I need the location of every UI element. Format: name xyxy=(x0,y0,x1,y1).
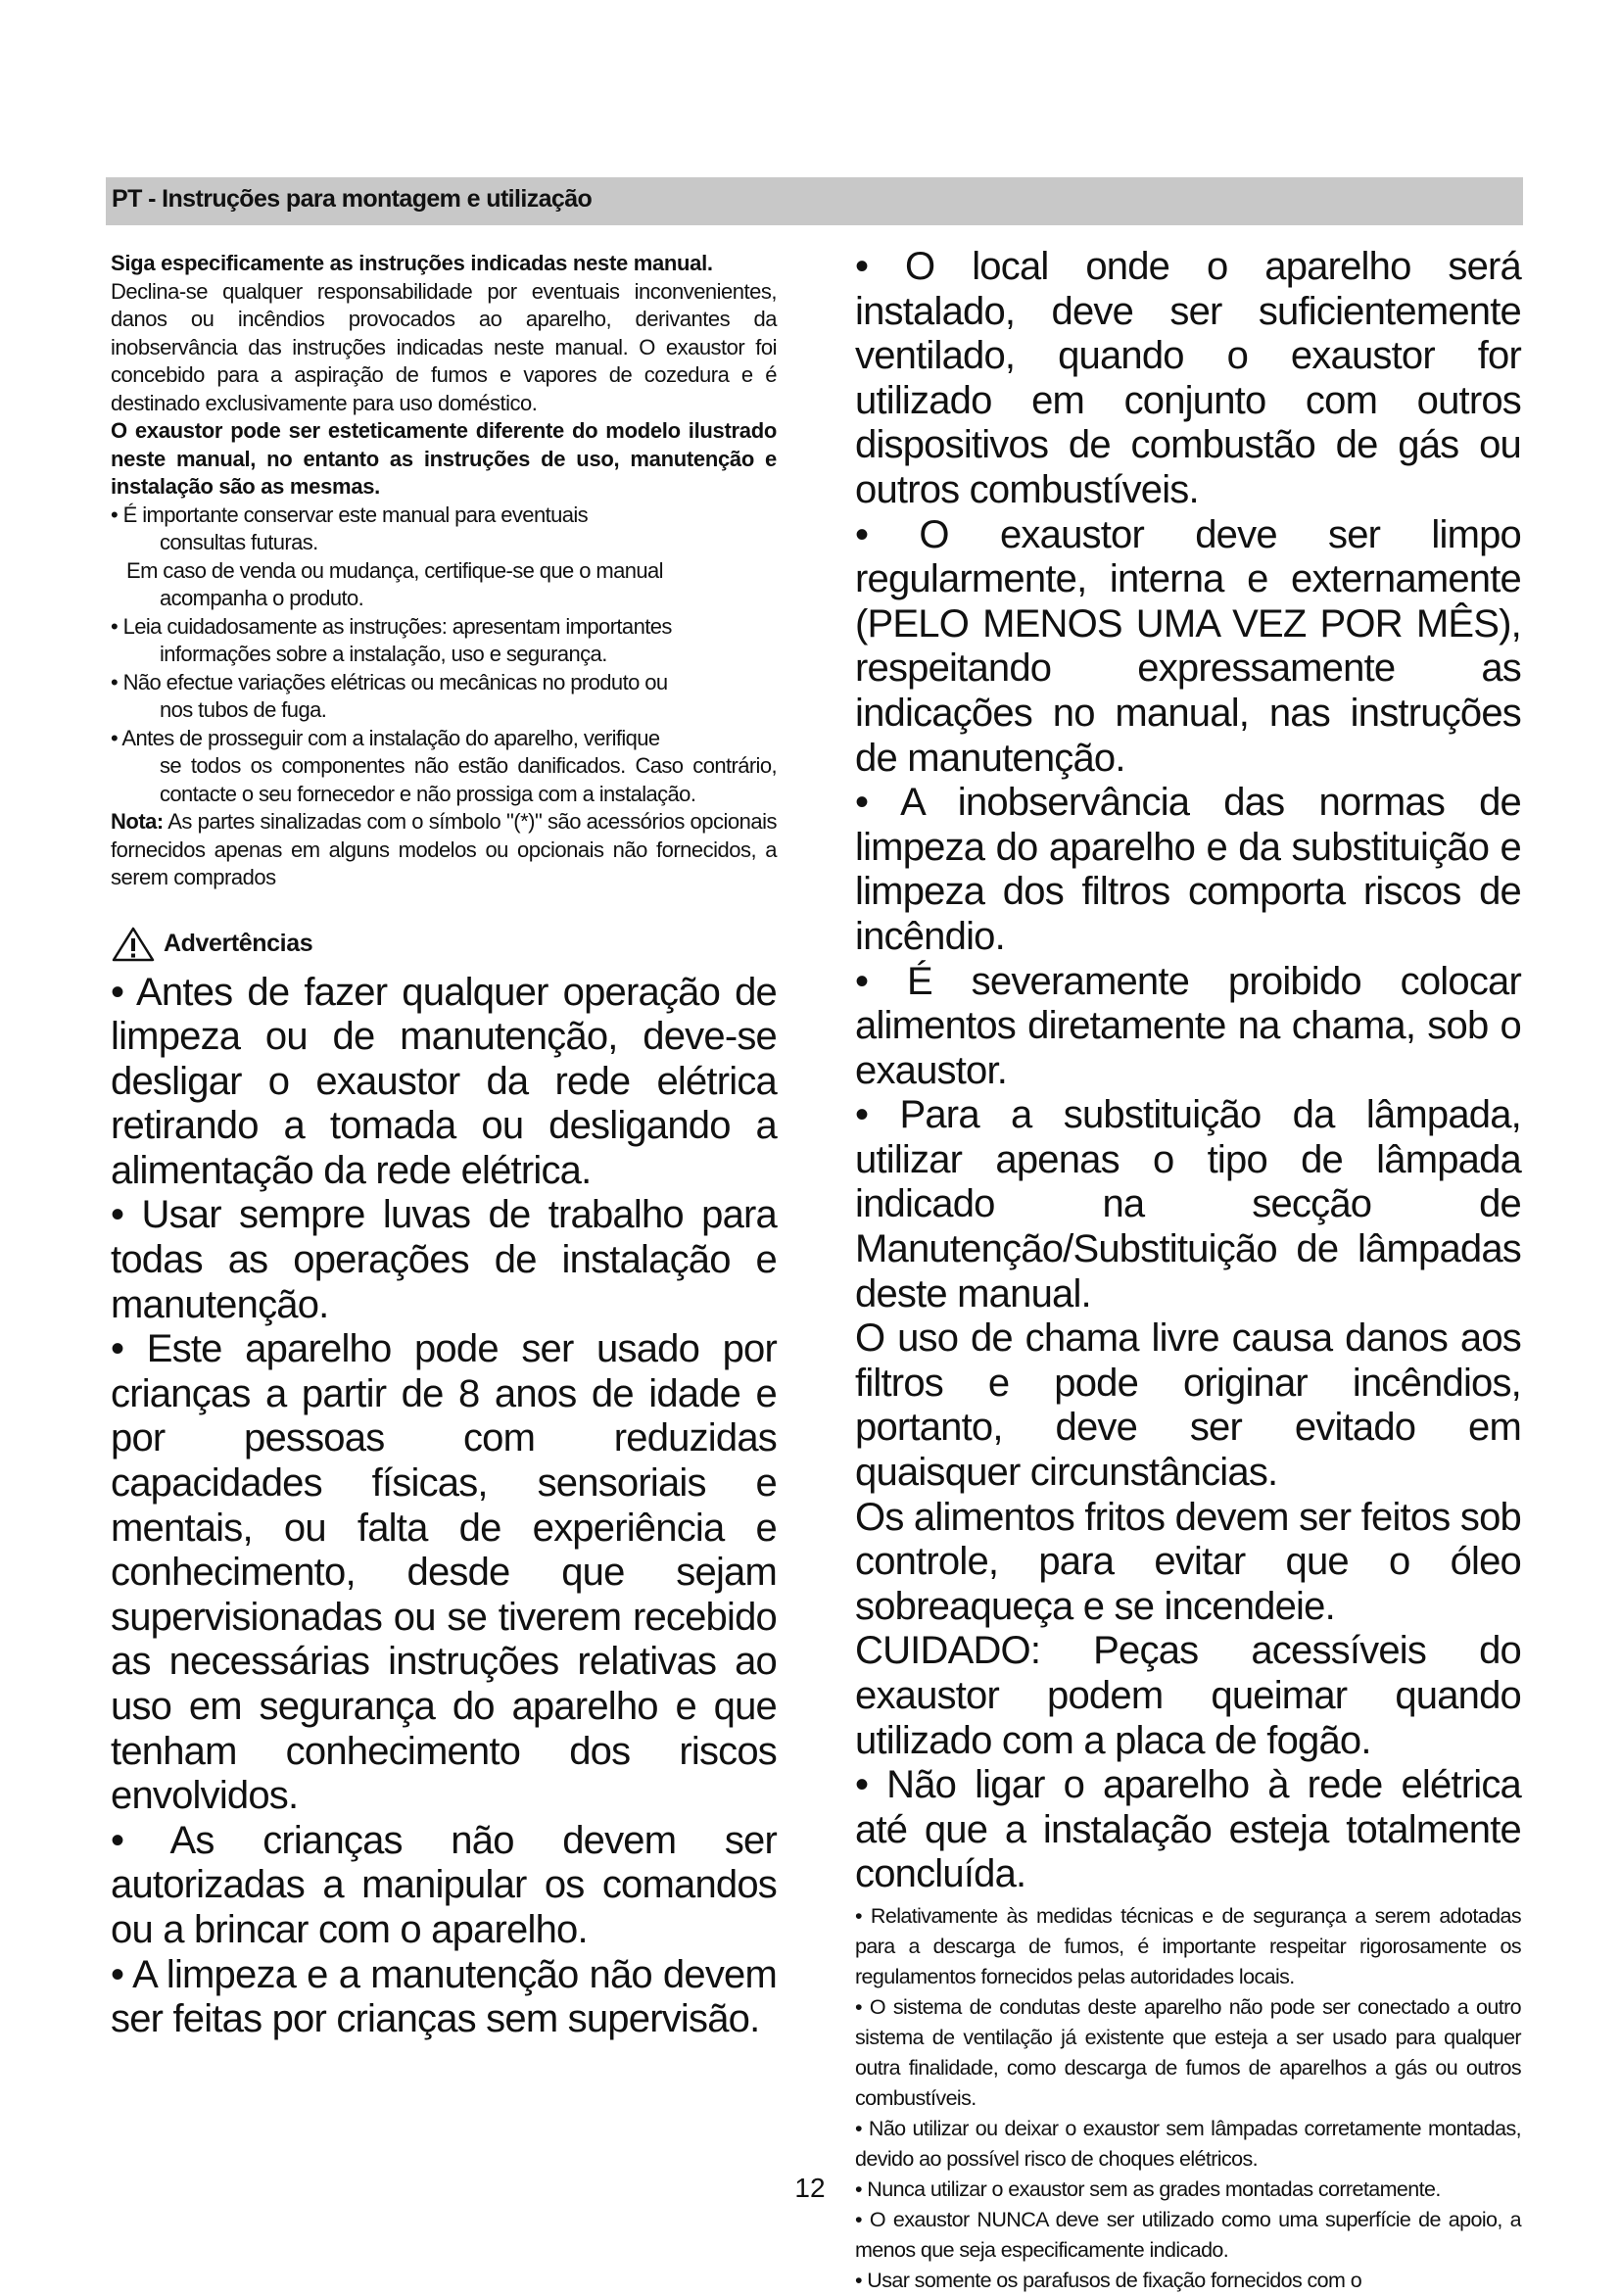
warning-no-flame-food: • É severamente proibido colocar alimentos diretamente na chama, sob o exaustor. xyxy=(855,959,1521,1092)
warning-fire-risk: • A inobservância das normas de limpeza do aparelho e da substituição e limpeza dos filtros comporta riscos de incêndio. xyxy=(855,781,1521,958)
warnings-heading xyxy=(111,926,777,963)
left-column xyxy=(111,250,777,2042)
intro-bold: Siga especificamente as instruções indicadas neste manual. xyxy=(111,251,713,275)
warning-children-cleaning: • A limpeza e a manutenção não devem ser feitas por crianças sem supervisão. xyxy=(111,1952,777,2041)
page-number: 12 xyxy=(794,2173,826,2203)
warning-gloves: • Usar sempre luvas de trabalho para todas as operações de instalação e manutenção. xyxy=(111,1193,777,1326)
nota-label: Nota: xyxy=(111,809,164,834)
section-title: PT - Instruções para montagem e utilização xyxy=(112,185,593,213)
bullet-read-instructions xyxy=(111,613,777,669)
warnings-title: Advertências xyxy=(164,930,313,957)
section-header xyxy=(106,177,1523,225)
note-local-regulations: • Relativamente às medidas técnicas e de segurança a serem adotadas para a descarga de fumos, é importante respeitar rigorosamente os regulamentos fornecidos pelas autoridades locais. xyxy=(855,1903,1521,1988)
nota-paragraph xyxy=(111,808,777,892)
note-support-surface: • O exaustor NUNCA deve ser utilizado como uma superfície de apoio, a menos que seja especificamente indicado. xyxy=(855,2207,1521,2262)
bullet-line: • É importante conservar este manual para eventuais xyxy=(111,502,589,527)
note-grilles: • Nunca utilizar o exaustor sem as grades montadas corretamente. xyxy=(855,2176,1441,2201)
warning-fried-food: Os alimentos fritos devem ser feitos sob controle, para evitar que o óleo sobreaqueça e se incendeie. xyxy=(855,1495,1521,1628)
bullet-line: informações sobre a instalação, uso e segurança. xyxy=(160,642,607,666)
warning-hot-parts: CUIDADO: Peças acessíveis do exaustor podem queimar quando utilizado com a placa de fogão. xyxy=(855,1629,1521,1762)
bullet-line: • Leia cuidadosamente as instruções: apresentam importantes xyxy=(111,613,672,639)
note-lamps-mounted: • Não utilizar ou deixar o exaustor sem lâmpadas corretamente montadas, devido ao possível risco de choques elétricos. xyxy=(855,2116,1521,2171)
nota-text: As partes sinalizadas com o símbolo "(*)" são acessórios opcionais fornecidos apenas em alguns modelos ou opcionais não fornecidos, a serem comprados xyxy=(111,809,777,889)
warning-children-use: • Este aparelho pode ser usado por crianças a partir de 8 anos de idade e por pessoas com reduzidas capacidades físicas, sensoriais e mentais, ou falta de experiência e conhecimento, desde que sejam supervisionadas ou se tiverem recebido as necessárias instruções relativas ao uso em segurança do aparelho e que tenham conhecimento dos riscos envolvidos. xyxy=(111,1327,777,1818)
bullet-line: se todos os componentes não estão danificados. Caso contrário, contacte o seu fornecedor e não prossiga com a instalação. xyxy=(160,753,777,806)
note-ducting: • O sistema de condutas deste aparelho não pode ser conectado a outro sistema de ventilação já existente que esteja a ser usado para qualquer outra finalidade, como descarga de fumos de aparelhos a gás ou outros combustíveis. xyxy=(855,1994,1521,2110)
note-screws: • Usar somente os parafusos de fixação fornecidos com o xyxy=(855,2268,1362,2292)
warning-icon xyxy=(111,926,156,963)
warning-unplug: • Antes de fazer qualquer operação de limpeza ou de manutenção, deve-se desligar o exaustor da rede elétrica retirando a tomada ou desligando a alimentação da rede elétrica. xyxy=(111,970,777,1192)
bullet-line: acompanha o produto. xyxy=(160,586,364,610)
bullet-check-components xyxy=(111,725,777,809)
warning-clean-regularly: • O exaustor deve ser limpo regularmente, interna e externamente (PELO MENOS UMA VEZ POR MÊS), respeitando expressamente as indicações no manual, nas instruções de manutenção. xyxy=(855,512,1521,780)
bullet-no-variations xyxy=(111,669,777,725)
bullet-line: nos tubos de fuga. xyxy=(160,697,327,722)
model-note: O exaustor pode ser esteticamente diferente do modelo ilustrado neste manual, no entanto as instruções de uso, manutenção e instalação são as mesmas. xyxy=(111,418,777,499)
warning-open-flame: O uso de chama livre causa danos aos filtros e pode originar incêndios, portanto, deve ser evitado em quaisquer circunstâncias. xyxy=(855,1316,1521,1495)
right-column xyxy=(855,245,1521,2296)
bullet-line: Em caso de venda ou mudança, certifique-se que o manual xyxy=(126,557,663,583)
warning-ventilation: • O local onde o aparelho será instalado, deve ser suficientemente ventilado, quando o exaustor for utilizado em conjunto com outros dispositivos de combustão de gás ou outros combustíveis. xyxy=(855,245,1521,511)
bullet-line: • Antes de prosseguir com a instalação do aparelho, verifique xyxy=(111,725,660,750)
bullet-line: • Não efectue variações elétricas ou mecânicas no produto ou xyxy=(111,669,668,694)
bullet-line: consultas futuras. xyxy=(160,530,318,554)
warning-children-play: • As crianças não devem ser autorizadas a manipular os comandos ou a brincar com o aparelho. xyxy=(111,1818,777,1951)
right-small-notes xyxy=(855,1901,1521,2296)
warning-no-connect: • Não ligar o aparelho à rede elétrica até que a instalação esteja totalmente concluída. xyxy=(855,1763,1521,1896)
bullet-conserve-manual xyxy=(111,502,777,613)
warning-lamp-replacement: • Para a substituição da lâmpada, utilizar apenas o tipo de lâmpada indicado na secção de Manutenção/Substituição de lâmpadas deste manual. xyxy=(855,1093,1521,1315)
intro-text: Declina-se qualquer responsabilidade por eventuais inconvenientes, danos ou incêndios provocados ao aparelho, derivantes da inobservância das instruções indicadas neste manual. O exaustor foi concebido para a aspiração de fumos e vapores de cozedura e é destinado exclusivamente para uso doméstico. xyxy=(111,278,777,415)
